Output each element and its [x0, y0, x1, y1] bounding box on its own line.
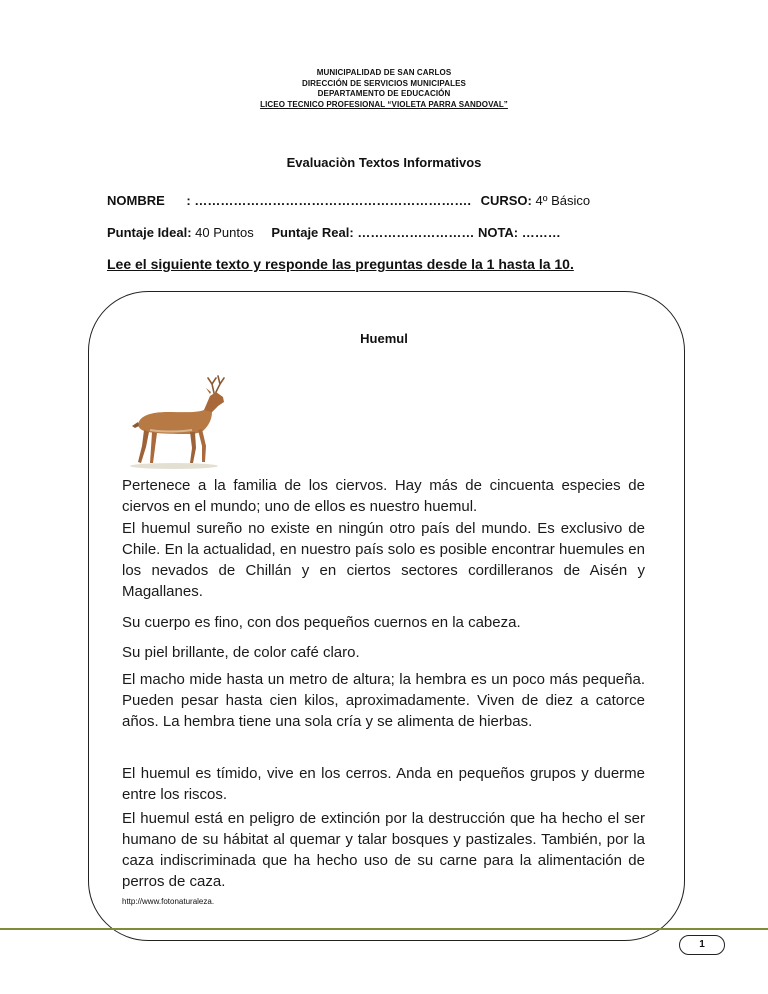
- header-department: DEPARTAMENTO DE EDUCACIÓN: [317, 89, 451, 98]
- paragraph-7: El huemul está en peligro de extinción por la destrucción que ha hecho el ser humano de su hábitat al quemar y talar bosques y pastizales. También, por la caza indiscriminada que ha hecho uso de su carne para la alimentación de perros de caza.: [122, 810, 645, 890]
- paragraph-3: Su cuerpo es fino, con dos pequeños cuernos en la cabeza.: [122, 614, 521, 631]
- nombre-blank: : ……………………………………………………….: [186, 193, 471, 208]
- footer-divider: [0, 928, 768, 930]
- curso-label: CURSO:: [480, 193, 532, 208]
- reading-title: Huemul: [360, 331, 408, 346]
- puntaje-real-blank: ………………………: [357, 225, 475, 240]
- nombre-row: [107, 193, 590, 208]
- header-municipality: MUNICIPALIDAD DE SAN CARLOS: [316, 68, 452, 77]
- paragraph-4: Su piel brillante, de color café claro.: [122, 644, 360, 661]
- source-link[interactable]: http://www.fotonaturaleza.: [122, 897, 215, 906]
- instruction-text: Lee el siguiente texto y responde las preguntas desde la 1 hasta la 10.: [107, 256, 574, 272]
- curso-value: 4º Básico: [535, 193, 591, 208]
- paragraph-1: Pertenece a la familia de los ciervos. Hay más de cincuenta especies de ciervos en el mundo; uno de ellos es nuestro huemul.: [122, 477, 645, 515]
- puntaje-ideal-value: 40 Puntos: [195, 225, 254, 240]
- nota-label: NOTA:: [477, 225, 519, 240]
- puntaje-real-label: Puntaje Real:: [271, 225, 354, 240]
- puntaje-row: [107, 225, 561, 240]
- nota-blank: ………: [521, 225, 561, 240]
- header-direction: DIRECCIÓN DE SERVICIOS MUNICIPALES: [301, 79, 466, 88]
- paragraph-2: El huemul sureño no existe en ningún otro país del mundo. Es exclusivo de Chile. En la actualidad, en nuestro país solo es posible encontrar huemules en los nevados de Chillán y en ciertos sectores cordilleranos de Aisén y Magallanes.: [122, 520, 645, 600]
- header-school: LICEO TECNICO PROFESIONAL “VIOLETA PARRA SANDOVAL”: [260, 100, 508, 109]
- page-number: 1: [679, 935, 725, 955]
- nombre-label: NOMBRE: [107, 193, 165, 208]
- deer-illustration-icon: [120, 372, 228, 470]
- puntaje-ideal-label: Puntaje Ideal:: [107, 225, 192, 240]
- page-title: Evaluaciòn Textos Informativos: [286, 155, 482, 170]
- paragraph-5: El macho mide hasta un metro de altura; la hembra es un poco más pequeña. Pueden pesar hasta cien kilos, aproximadamente. Viven de diez a catorce años. La hembra tiene una sola cría y se alimenta de hierbas.: [122, 671, 645, 730]
- paragraph-6: El huemul es tímido, vive en los cerros. Anda en pequeños grupos y duerme entre los riscos.: [122, 765, 645, 803]
